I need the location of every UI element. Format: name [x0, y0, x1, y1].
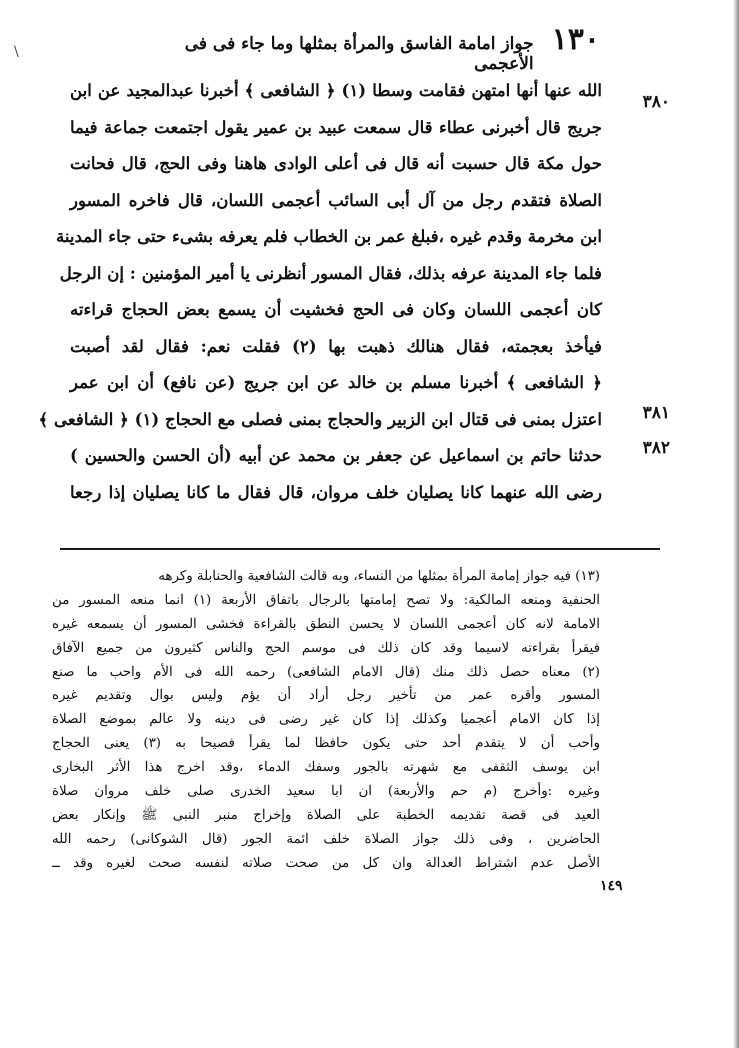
corner-mark: \	[14, 44, 19, 60]
page-number: ١٣٠	[551, 22, 600, 57]
footnote-line: المسور وأقره عمر من تأخير رجل أراد أن يؤم وليس بوال وتقديم غيره	[52, 688, 600, 704]
footnote-line: إذا كان الامام أعجميا وكذلك إذا كان غير رضى فى دينه ولا عالم بموضع الصلاة	[52, 712, 600, 728]
text-line: ابن مخرمة وقدم غيره ،فبلغ عمر بن الخطاب فلم يعرفه بشىء حتى جاء المدينة	[56, 226, 602, 246]
footnote-line: وأحب أن لا يتقدم أحد حتى يكون حافظا لما يقرأ فصيحا به (٣) يعنى الحجاج	[52, 736, 600, 752]
text-line: الصلاة فتقدم رجل من آل أبى السائب أعجمى اللسان، قال فاخره المسور	[70, 189, 602, 210]
text-line: كان أعجمى اللسان وكان فى الحج فخشيت أن يسمع بعض الحجاج قراءته	[70, 299, 602, 319]
footnote-line: الامامة لانه كان أعجمى اللسان لا يحسن النطق بالقراءة فخشى المسور أن يسمعه غيره	[52, 616, 600, 632]
hadith-number: ٣٨٠	[642, 92, 670, 112]
text-line: ﴿ الشافعى ﴾ أخبرنا مسلم بن خالد عن ابن جريج (عن نافع) أن ابن عمر	[70, 372, 602, 392]
text-line: فلما جاء المدينة عرفه بذلك، فقال المسور أنظرنى يا أمير المؤمنين : إن الرجل	[59, 262, 602, 283]
text-line: جريج قال أخبرنى عطاء قال سمعت عبيد بن عمير يقول اجتمعت جماعة فيما	[70, 116, 602, 137]
page-header	[120, 22, 600, 74]
footnote-line: الحاضرين ، وفى ذلك جواز الصلاة خلف ائمة الجور (قال الشوكانى) رحمه الله	[52, 831, 600, 847]
text-line: حدثنا حاتم بن اسماعيل عن جعفر بن محمد عن أبيه (أن الحسن والحسين )	[70, 445, 602, 465]
running-title: جواز امامة الفاسق والمرأة بمثلها وما جاء فى فى الأعجمى	[184, 34, 534, 74]
footnote-line: وغيره :وأخرج (م حم والأربعة) ان ابا سعيد الخدرى صلى خلف مروان صلاة	[52, 784, 600, 800]
text-line: اعتزل بمنى فى قتال ابن الزبير والحجاج بمنى فصلى مع الحجاج (١) ﴿ الشافعى ﴾	[38, 408, 602, 429]
footnote-line: العيد فى قصة تقديمه الخطبة على الصلاة وإخراج منبر النبى ﷺ وإنكار بعض	[52, 807, 600, 823]
text-line: حول مكة قال حسبت أنه قال فى أعلى الوادى هاهنا وفى الحج، قال فحانت	[70, 153, 602, 173]
footnote-line: فيقرأ بقراءته لاسيما وقد كان ذلك فى موسم الحج والناس كثيرون من جميع الآفاق	[52, 640, 600, 656]
footnote-side-number: ١٤٩	[600, 878, 623, 894]
main-text	[38, 72, 602, 510]
footnotes	[52, 565, 600, 876]
footnote-line: ابن يوسف الثقفى مع شهرته بالجور وسفك الدماء ،وقد اخرج هذا الأثر البخارى	[52, 760, 600, 776]
footnote-line: الحنفية ومنعه المالكية: ولا تصح إمامتها بالرجال باتفاق الأربعة (١) انما منعه المسور من	[52, 592, 601, 608]
hadith-number: ٣٨٢	[642, 438, 670, 458]
footnote-line: (١٣) فيه جواز إمامة المرأة بمثلها من النساء، وبه قالت الشافعية والحنابلة وكرهه	[158, 569, 600, 584]
text-line: رضى الله عنهما كانا يصليان خلف مروان، قال فقال ما كانا يصليان إذا رجعا	[70, 481, 602, 502]
footnote-line: الأصل عدم اشتراط العدالة وان كل من صحت صلاته لنفسه صحت لغيره وقد ــ	[52, 855, 600, 871]
text-line: فيأخذ بعجمته، فقال هنالك ذهبت بها (٢) فقلت نعم: فقال لقد أصبت	[70, 335, 602, 356]
page-edge-shadow	[733, 0, 739, 1048]
hadith-number: ٣٨١	[642, 403, 670, 423]
footnote-divider	[60, 548, 660, 550]
footnote-line: (٢) معناه حصل ذلك منك (قال الامام الشافعى) رحمه الله فى الأم واحب ما صنع	[52, 664, 600, 680]
text-line: الله عنها أنها امتهن فقامت وسطا (١) ﴿ الشافعى ﴾ أخبرنا عبدالمجيد عن ابن	[70, 80, 602, 100]
